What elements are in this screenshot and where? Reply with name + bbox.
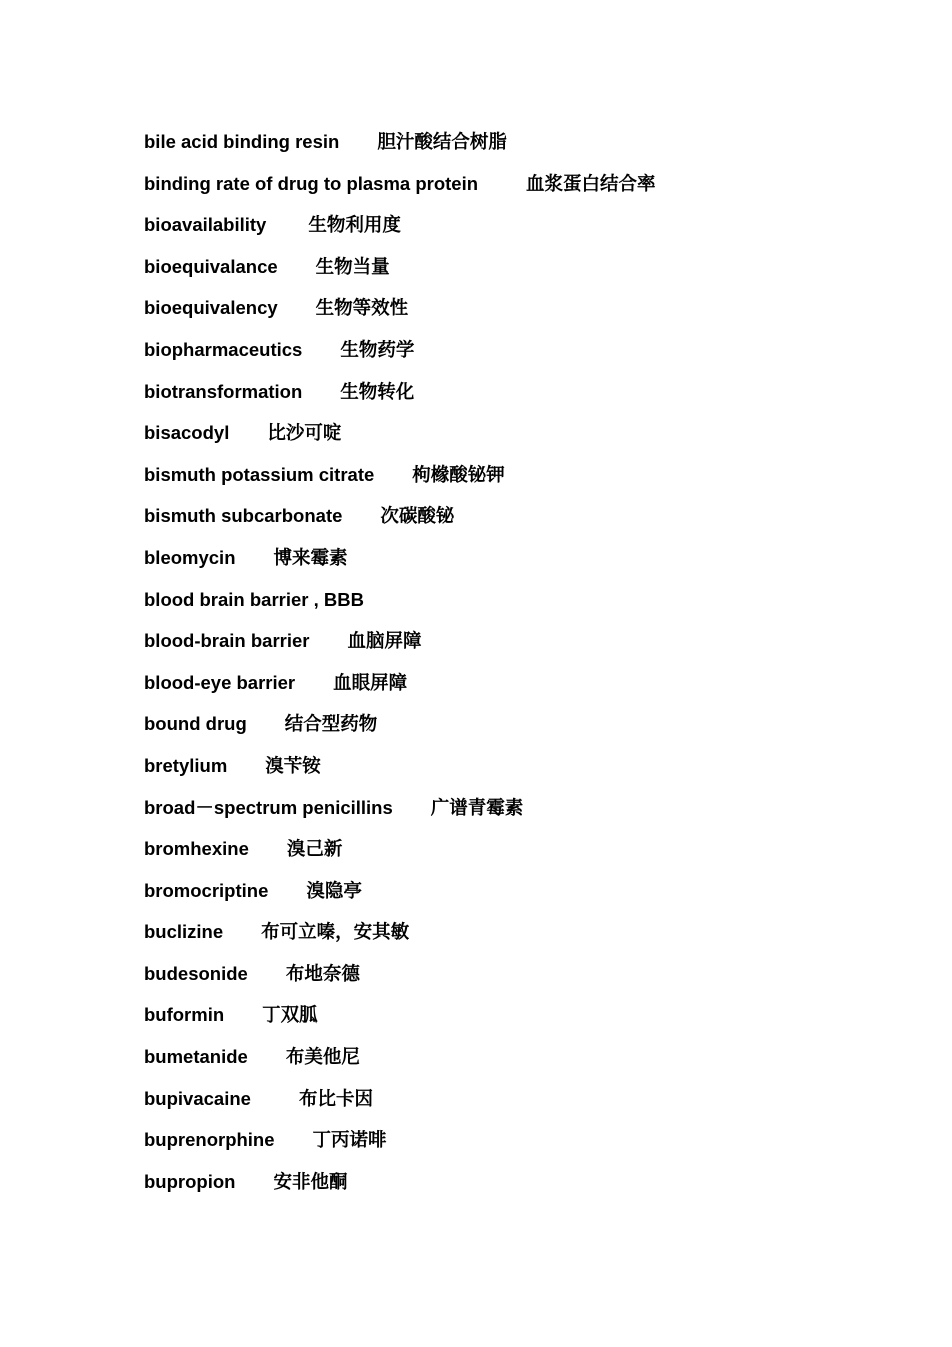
glossary-entry xyxy=(144,420,656,462)
english-term: bismuth potassium citrate xyxy=(144,463,375,485)
glossary-entry xyxy=(144,1127,656,1169)
chinese-translation: 布地奈德 xyxy=(285,963,360,985)
english-term: bile acid binding resin xyxy=(144,131,340,152)
chinese-translation: 生物利用度 xyxy=(308,215,401,237)
english-term: biotransformation xyxy=(144,380,303,402)
glossary-entry xyxy=(144,129,656,171)
chinese-translation: 比沙可啶 xyxy=(267,423,342,445)
chinese-translation: 广谱青霉素 xyxy=(430,797,524,819)
chinese-translation: 布可立嗪，安其敏 xyxy=(261,922,410,944)
english-term: bismuth subcarbonate xyxy=(144,505,343,527)
glossary-list xyxy=(144,129,656,1210)
chinese-translation: 溴己新 xyxy=(286,839,343,861)
glossary-entry xyxy=(144,503,656,545)
english-term: bound drug xyxy=(144,713,247,735)
glossary-entry xyxy=(144,670,656,712)
english-term: bupropion xyxy=(144,1170,236,1192)
chinese-translation: 生物等效性 xyxy=(315,298,409,320)
chinese-translation: 布美他尼 xyxy=(285,1047,360,1069)
glossary-entry xyxy=(144,753,656,795)
chinese-translation: 溴苄铵 xyxy=(265,755,321,777)
english-term: bupivacaine xyxy=(144,1087,251,1109)
chinese-translation: 结合型药物 xyxy=(284,714,378,736)
english-term: bromhexine xyxy=(144,838,249,860)
glossary-entry xyxy=(144,919,656,961)
chinese-translation: 生物药学 xyxy=(340,339,415,361)
english-term: bumetanide xyxy=(144,1046,248,1068)
english-term: bioequivalance xyxy=(144,255,278,277)
glossary-entry xyxy=(144,379,656,421)
glossary-entry xyxy=(144,254,656,296)
english-term: bisacodyl xyxy=(144,422,230,444)
glossary-entry xyxy=(144,878,656,920)
glossary-entry xyxy=(144,711,656,753)
english-term: bioequivalency xyxy=(144,297,278,319)
chinese-translation: 枸橼酸铋钾 xyxy=(412,464,505,486)
chinese-translation: 胆汁酸结合树脂 xyxy=(377,132,507,153)
glossary-entry xyxy=(144,628,656,670)
glossary-entry xyxy=(144,462,656,504)
chinese-translation: 生物转化 xyxy=(340,381,415,403)
english-term: blood brain barrier , BBB xyxy=(144,588,364,610)
glossary-entry xyxy=(144,961,656,1003)
english-term: bleomycin xyxy=(144,546,236,568)
chinese-translation: 生物当量 xyxy=(315,256,390,278)
chinese-translation: 博来霉素 xyxy=(273,547,348,569)
chinese-translation: 血眼屏障 xyxy=(333,672,408,694)
english-term: blood-eye barrier xyxy=(144,671,296,693)
chinese-translation: 血脑屏障 xyxy=(347,631,422,653)
glossary-entry xyxy=(144,1044,656,1086)
glossary-entry xyxy=(144,836,656,878)
english-term: buclizine xyxy=(144,921,224,943)
english-term: buprenorphine xyxy=(144,1129,275,1151)
english-term: bretylium xyxy=(144,754,228,776)
english-term: biopharmaceutics xyxy=(144,338,303,360)
glossary-entry xyxy=(144,295,656,337)
glossary-entry xyxy=(144,1169,656,1211)
glossary-entry xyxy=(144,212,656,254)
chinese-translation: 次碳酸铋 xyxy=(380,506,455,528)
glossary-entry xyxy=(144,171,656,213)
english-term: bioavailability xyxy=(144,214,267,236)
english-term: blood-brain barrier xyxy=(144,630,310,652)
english-term: bromocriptine xyxy=(144,879,269,901)
glossary-entry xyxy=(144,587,656,629)
glossary-entry xyxy=(144,1002,656,1044)
chinese-translation: 丁丙诺啡 xyxy=(312,1130,387,1152)
glossary-entry xyxy=(144,545,656,587)
chinese-translation: 安非他酮 xyxy=(273,1171,348,1193)
chinese-translation: 血浆蛋白结合率 xyxy=(526,173,656,195)
glossary-entry xyxy=(144,795,656,837)
english-term: broad－spectrum penicillins xyxy=(144,796,393,818)
english-term: buformin xyxy=(144,1004,225,1026)
chinese-translation: 溴隐亭 xyxy=(306,880,362,902)
english-term: binding rate of drug to plasma protein xyxy=(144,172,479,194)
chinese-translation: 布比卡因 xyxy=(298,1088,373,1110)
glossary-entry xyxy=(144,337,656,379)
english-term: budesonide xyxy=(144,962,248,984)
chinese-translation: 丁双胍 xyxy=(262,1005,318,1027)
glossary-entry xyxy=(144,1086,656,1128)
